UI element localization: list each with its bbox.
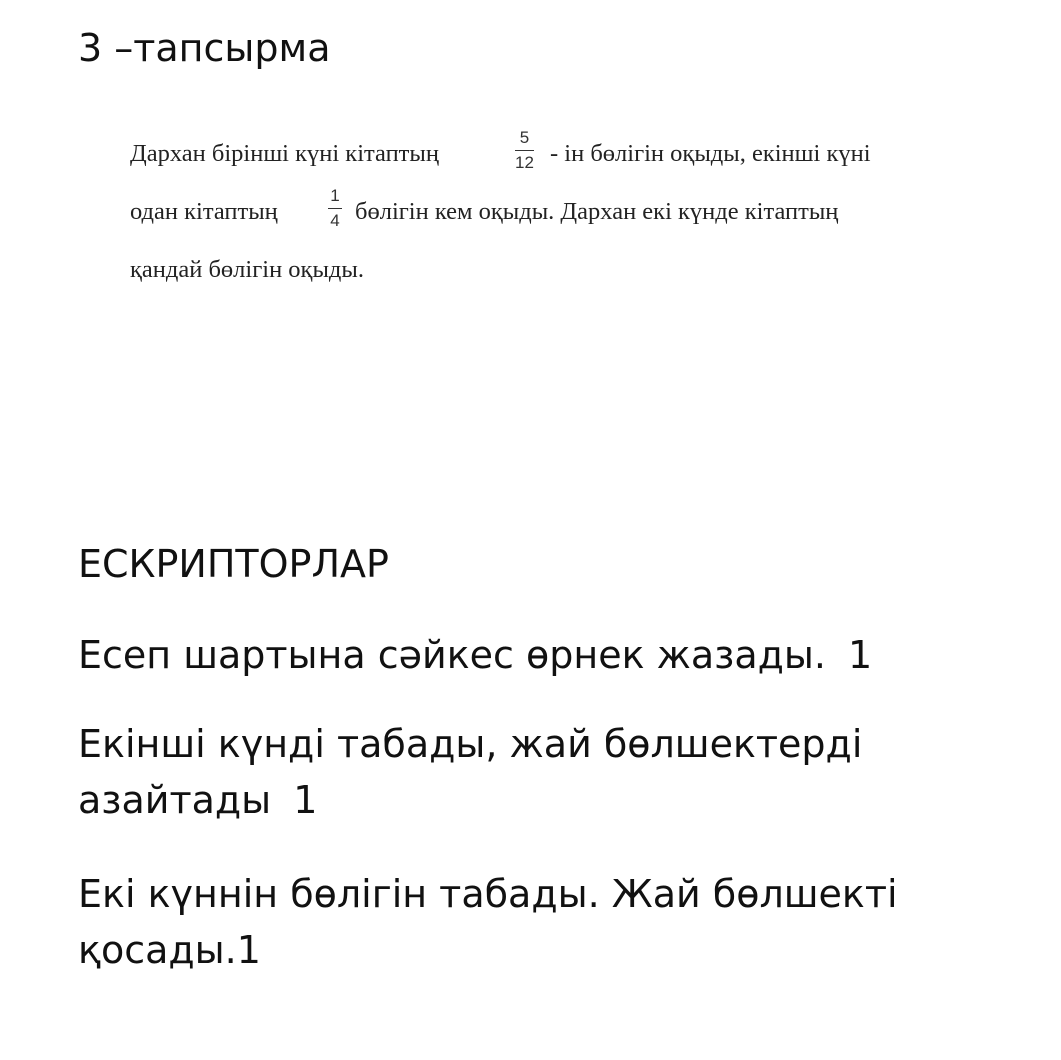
problem-text: қандай бөлігін оқыды. [130, 256, 364, 283]
descriptor-text: Екі күннін бөлігін табады. Жай бөлшекті [78, 872, 898, 916]
fraction-denominator: 4 [330, 211, 340, 230]
descriptor-text: Есеп шартына сәйкес өрнек жазады. [78, 633, 826, 677]
problem-text: - ін бөлігін оқыды, екінші күні [550, 140, 871, 167]
problem-line-2 [130, 186, 950, 244]
descriptor-item [78, 866, 898, 978]
fraction-bar [328, 208, 342, 209]
fraction-one-quarter [328, 186, 342, 231]
descriptor-text: Екінші күнді табады, жай бөлшектерді [78, 722, 863, 766]
fraction-bar [515, 150, 534, 151]
problem-line-1 [130, 128, 950, 186]
descriptor-item [78, 716, 862, 828]
descriptor-text: азайтады [78, 778, 272, 822]
fraction-numerator: 1 [330, 186, 340, 205]
descriptors-heading: ЕСКРИПТОРЛАР [78, 542, 389, 586]
descriptor-score: 1 [293, 778, 318, 822]
descriptor-item [78, 627, 872, 683]
descriptor-score: 1 [848, 633, 873, 677]
fraction-denominator: 12 [515, 153, 534, 172]
descriptor-text: қосады. [78, 928, 237, 972]
problem-statement-image [130, 128, 950, 302]
descriptor-score: 1 [236, 928, 261, 972]
problem-text: бөлігін кем оқыды. Дархан екі күнде кітаптың [355, 198, 839, 225]
problem-text: одан кітаптың [130, 198, 278, 225]
problem-line-3 [130, 244, 950, 302]
problem-text: Дархан бірінші күні кітаптың [130, 140, 439, 167]
fraction-numerator: 5 [519, 128, 530, 147]
task-title: 3 –тапсырма [78, 26, 331, 70]
fraction-five-twelfths [515, 128, 534, 173]
